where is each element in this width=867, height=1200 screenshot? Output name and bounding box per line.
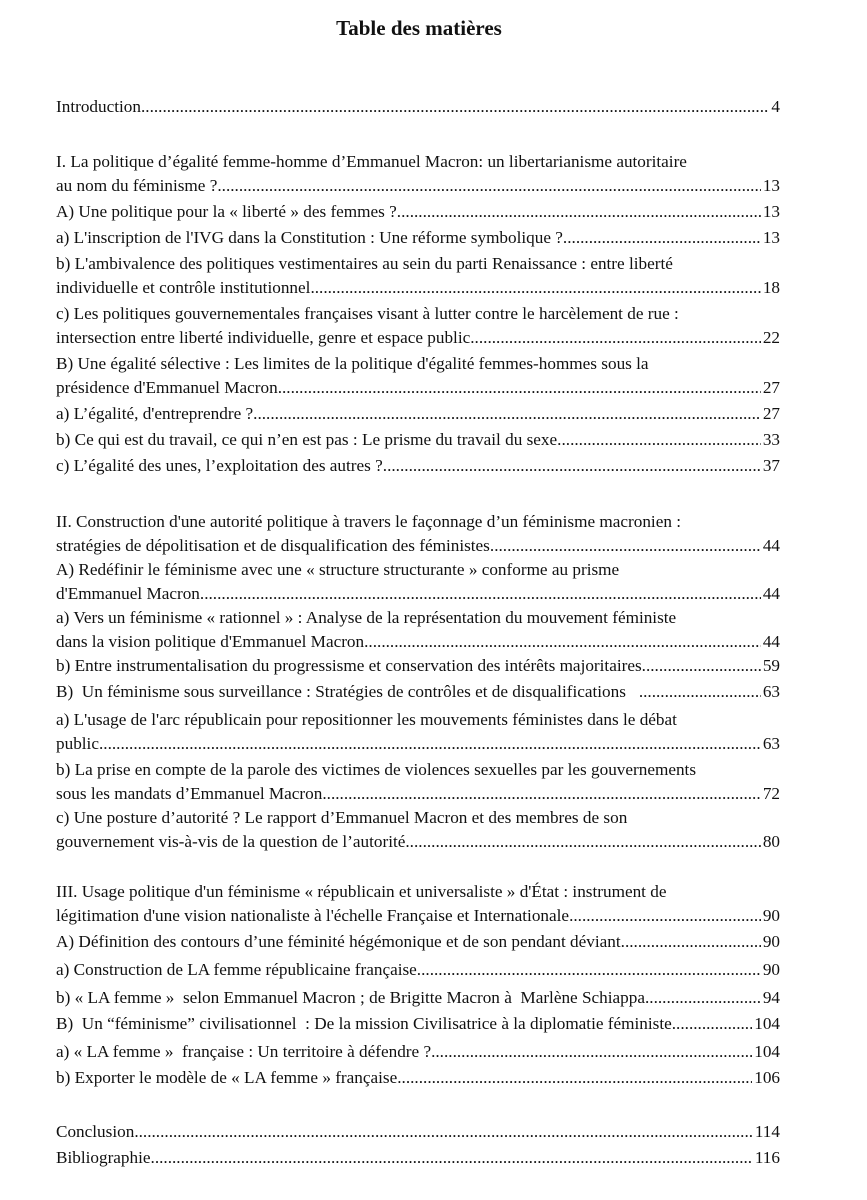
toc-page-number: 27: [762, 378, 780, 397]
toc-entry-text: stratégies de dépolitisation et de disqualification des féministes: [56, 536, 490, 555]
toc-entry-p1b2[interactable]: [56, 428, 780, 452]
toc-page-number: 59: [762, 656, 780, 675]
toc-entry-text: légitimation d'une vision nationaliste à l'échelle Française et Internationale: [56, 906, 570, 925]
toc-dot-leader: [134, 1120, 753, 1144]
toc-page-number: 13: [762, 228, 780, 247]
toc-page-number: 90: [762, 932, 780, 951]
toc-entry-text: b) « LA femme » selon Emmanuel Macron ; de Brigitte Macron à Marlène Schiappa: [56, 988, 645, 1007]
toc-entry-text-line1: a) L'usage de l'arc républicain pour repositionner les mouvements féministes dans le débat: [56, 710, 677, 729]
toc-dot-leader: [569, 904, 761, 928]
toc-entry-p1[interactable]: [56, 150, 780, 198]
toc-entry-line: [56, 986, 780, 1010]
toc-dot-leader: [322, 782, 760, 806]
toc-entry-line: [56, 654, 780, 678]
toc-entry-text-line1: II. Construction d'une autorité politique à travers le façonnage d’un féminisme macronien :: [56, 512, 681, 531]
toc-entry-p1a1[interactable]: [56, 226, 780, 250]
toc-entry-biblio[interactable]: [56, 1146, 780, 1170]
toc-entry-text: public: [56, 734, 99, 753]
toc-page-number: 72: [762, 784, 780, 803]
toc-page-number: 13: [762, 176, 780, 195]
toc-entry-line: [56, 782, 780, 806]
toc-page-number: 116: [754, 1148, 780, 1167]
toc-entry-line: [56, 1012, 780, 1036]
toc-entry-text: b) Ce qui est du travail, ce qui n’en est pas : Le prisme du travail du sexe: [56, 430, 558, 449]
toc-entry-line: [56, 174, 780, 198]
toc-dot-leader: [383, 454, 761, 478]
toc-entry-text: b) Exporter le modèle de « LA femme » française: [56, 1068, 398, 1087]
toc-page-number: 44: [762, 632, 780, 651]
toc-entry-text: sous les mandats d’Emmanuel Macron: [56, 784, 323, 803]
toc-entry-text: gouvernement vis-à-vis de la question de l’autorité: [56, 832, 406, 851]
toc-entry-p2a1[interactable]: [56, 606, 780, 654]
toc-entry-line: [56, 1066, 780, 1090]
toc-page-number: 63: [762, 682, 780, 701]
toc-page-number: 27: [762, 404, 780, 423]
toc-entry-p1b1[interactable]: [56, 402, 780, 426]
toc-dot-leader: [470, 326, 761, 350]
toc-dot-leader: [151, 1146, 753, 1170]
toc-entry-p3a[interactable]: [56, 930, 780, 954]
toc-page-number: 106: [754, 1068, 780, 1087]
toc-entry-text: individuelle et contrôle institutionnel: [56, 278, 311, 297]
toc-entry-text: B) Un féminisme sous surveillance : Stratégies de contrôles et de disqualifications: [56, 682, 639, 701]
toc-entry-p3b1[interactable]: [56, 1040, 780, 1064]
toc-entry-p1b[interactable]: [56, 352, 780, 400]
toc-entry-text: c) L’égalité des unes, l’exploitation des autres ?: [56, 456, 383, 475]
toc-entry-line: [56, 226, 780, 250]
toc-entry-text-line1: A) Redéfinir le féminisme avec une « structure structurante » conforme au prisme: [56, 560, 620, 579]
toc-dot-leader: [253, 402, 761, 426]
toc-entry-p3a1[interactable]: [56, 958, 780, 982]
toc-entry-text-line1: III. Usage politique d'un féminisme « républicain et universaliste » d'État : instrument de: [56, 882, 667, 901]
toc-page-number: 104: [754, 1042, 780, 1061]
toc-entry-line: [56, 534, 780, 558]
toc-entry-line: [56, 630, 780, 654]
toc-entry-p2[interactable]: [56, 510, 780, 558]
toc-entry-text: A) Une politique pour la « liberté » des femmes ?: [56, 202, 397, 221]
toc-page-number: 37: [762, 456, 780, 475]
toc-dot-leader: [141, 95, 769, 119]
toc-entry-text: A) Définition des contours d’une féminité hégémonique et de son pendant déviant: [56, 932, 621, 951]
toc-dot-leader: [397, 200, 761, 224]
toc-entry-text-line1: I. La politique d’égalité femme-homme d’Emmanuel Macron: un libertarianisme autoritaire: [56, 152, 687, 171]
toc-dot-leader: [563, 226, 761, 250]
toc-page-number: 4: [771, 97, 780, 116]
toc-entry-line: [56, 732, 780, 756]
toc-entry-p3a2[interactable]: [56, 986, 780, 1010]
toc-dot-leader: [278, 376, 761, 400]
toc-entry-text: a) « LA femme » française : Un territoire à défendre ?: [56, 1042, 432, 1061]
toc-entry-text: Conclusion: [56, 1122, 135, 1141]
toc-dot-leader: [490, 534, 761, 558]
toc-dot-leader: [200, 582, 761, 606]
toc-entry-line: [56, 454, 780, 478]
toc-entry-line: [56, 904, 780, 928]
toc-page-number: 104: [754, 1014, 780, 1033]
toc-entry-line: [56, 95, 780, 119]
toc-entry-text: a) Construction de LA femme républicaine française: [56, 960, 417, 979]
toc-entry-p1a2[interactable]: [56, 252, 780, 300]
toc-dot-leader: [99, 732, 761, 756]
toc-entry-line: [56, 200, 780, 224]
toc-dot-leader: [364, 630, 761, 654]
toc-entry-text-line1: a) Vers un féminisme « rationnel » : Analyse de la représentation du mouvement féministe: [56, 608, 677, 627]
toc-page-number: 44: [762, 584, 780, 603]
toc-entry-line: [56, 680, 780, 704]
toc-dot-leader: [217, 174, 760, 198]
toc-entry-text: dans la vision politique d'Emmanuel Macron: [56, 632, 365, 651]
toc-page-number: 114: [754, 1122, 780, 1141]
toc-entry-line: [56, 276, 780, 300]
toc-dot-leader: [417, 958, 761, 982]
toc-entry-text: b) Entre instrumentalisation du progressisme et conservation des intérêts majoritaires: [56, 656, 642, 675]
toc-dot-leader: [431, 1040, 752, 1064]
toc-dot-leader: [645, 986, 761, 1010]
toc-entry-p3b2[interactable]: [56, 1066, 780, 1090]
toc-page-number: 80: [762, 832, 780, 851]
toc-entry-line: [56, 582, 780, 606]
toc-page-number: 94: [762, 988, 780, 1007]
toc-entry-text-line1: b) L'ambivalence des politiques vestimentaires au sein du parti Renaissance : entre liberté: [56, 254, 673, 273]
toc-entry-text: au nom du féminisme ?: [56, 176, 218, 195]
toc-entry-line: [56, 376, 780, 400]
toc-dot-leader: [397, 1066, 752, 1090]
toc-entry-concl[interactable]: [56, 1120, 780, 1144]
toc-entry-text-line1: c) Les politiques gouvernementales françaises visant à lutter contre le harcèlement de rue :: [56, 304, 679, 323]
toc-entry-text: intersection entre liberté individuelle, genre et espace public: [56, 328, 471, 347]
toc-entry-text: a) L’égalité, d'entreprendre ?: [56, 404, 254, 423]
toc-entry-line: [56, 1040, 780, 1064]
toc-entry-text: a) L'inscription de l'IVG dans la Constitution : Une réforme symbolique ?: [56, 228, 563, 247]
toc-entry-line: [56, 402, 780, 426]
toc-entry-p3b[interactable]: [56, 1012, 780, 1036]
toc-page-number: 90: [762, 906, 780, 925]
toc-page-number: 90: [762, 960, 780, 979]
toc-entry-p2b3[interactable]: [56, 806, 780, 854]
toc-dot-leader: [639, 680, 761, 704]
toc-entry-line: [56, 326, 780, 350]
toc-entry-text-line1: c) Une posture d’autorité ? Le rapport d’Emmanuel Macron et des membres de son: [56, 808, 628, 827]
toc-dot-leader: [557, 428, 761, 452]
toc-entry-line: [56, 958, 780, 982]
page-title: Table des matières: [336, 16, 502, 40]
toc-entry-line: [56, 428, 780, 452]
toc-page-number: 13: [762, 202, 780, 221]
toc-entry-text: Bibliographie: [56, 1148, 151, 1167]
toc-entry-line: [56, 1120, 780, 1144]
toc-entry-line: [56, 930, 780, 954]
toc-dot-leader: [310, 276, 760, 300]
toc-entry-p2b[interactable]: [56, 680, 780, 704]
toc-entry-text: B) Un “féminisme” civilisationnel : De la mission Civilisatrice à la diplomatie féministe.: [56, 1014, 677, 1033]
toc-entry-p1a3[interactable]: [56, 302, 780, 350]
toc-entry-p1a[interactable]: [56, 200, 780, 224]
toc-dot-leader: [642, 654, 761, 678]
toc-entry-p2b2[interactable]: [56, 758, 780, 806]
toc-page-number: 22: [762, 328, 780, 347]
toc-page-number: 63: [762, 734, 780, 753]
toc-entry-p2a[interactable]: [56, 558, 780, 606]
toc-entry-line: [56, 830, 780, 854]
toc-dot-leader: [405, 830, 760, 854]
toc-entry-text-line1: B) Une égalité sélective : Les limites de la politique d'égalité femmes-hommes sous la: [56, 354, 649, 373]
toc-dot-leader: [621, 930, 761, 954]
toc-entry-text: présidence d'Emmanuel Macron: [56, 378, 278, 397]
toc-entry-text-line1: b) La prise en compte de la parole des victimes de violences sexuelles par les gouvernements: [56, 760, 697, 779]
toc-page-number: 44: [762, 536, 780, 555]
toc-entry-p1b3[interactable]: [56, 454, 780, 478]
toc-page-number: 33: [762, 430, 780, 449]
toc-entry-text: d'Emmanuel Macron: [56, 584, 200, 603]
toc-page-number: 18: [762, 278, 780, 297]
scrollbar[interactable]: [849, 0, 867, 1200]
toc-entry-line: [56, 1146, 780, 1170]
toc-entry-intro[interactable]: [56, 95, 780, 119]
toc-entry-p2a2[interactable]: [56, 654, 780, 678]
toc-dot-leader: [676, 1012, 752, 1036]
toc-entry-p3[interactable]: [56, 880, 780, 928]
toc-entry-text: Introduction: [56, 97, 141, 116]
toc-entry-p2b1[interactable]: [56, 708, 780, 756]
